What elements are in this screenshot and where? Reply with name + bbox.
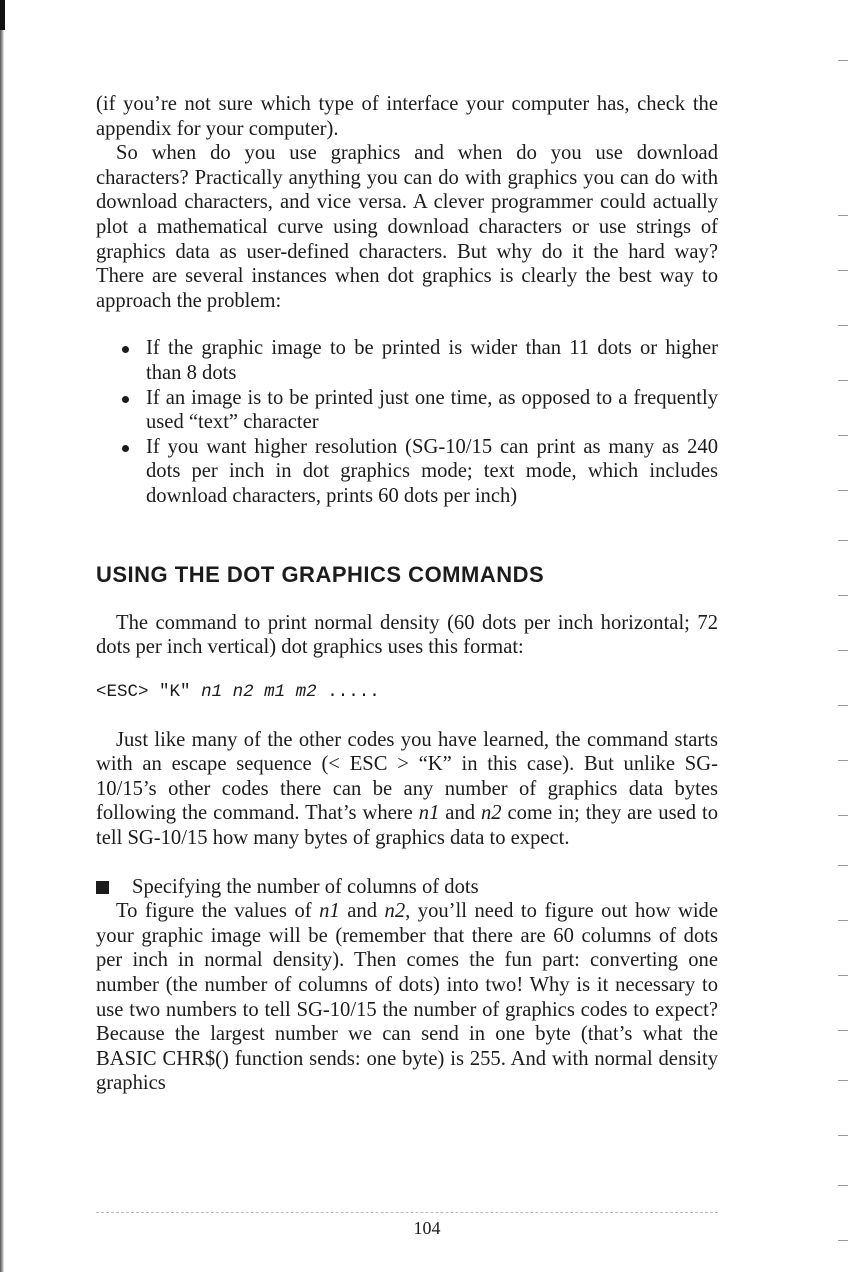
bullet-list xyxy=(96,336,718,508)
list-item: If an image is to be printed just one time, as opposed to a frequently used “text” character xyxy=(146,386,718,435)
section-heading: USING THE DOT GRAPHICS COMMANDS xyxy=(96,561,545,587)
page-body xyxy=(96,92,718,1096)
binding-mark xyxy=(0,0,5,30)
paragraph-interface-note: (if you’re not sure which type of interface your computer has, check the appendix for your computer). xyxy=(96,93,718,140)
command-n2: n2 xyxy=(232,681,254,702)
paragraph-format: The command to print normal density (60 dots per inch horizontal; 72 dots per inch vertical) dot graphics uses this format: xyxy=(96,611,718,659)
command-m2: m2 xyxy=(295,681,317,702)
paragraph-escape-sequence: Just like many of the other codes you have learned, the command starts with an escape sequence (< ESC > “K” in this case). But unlike SG-10/15’s other codes there can be any number of graphics data bytes following the command. That’s where n1 and n2 come in; they are used to tell SG-10/15 how many bytes of graphics data to expect. xyxy=(96,728,718,850)
square-bullet-icon xyxy=(96,881,109,894)
command-n1: n1 xyxy=(201,681,223,702)
command-esc: <ESC> xyxy=(96,681,149,702)
page-number: 104 xyxy=(413,1218,441,1238)
paragraph-columns: To figure the values of n1 and n2, you’ll need to figure out how wide your graphic image will be (remember that there are 60 columns of dots per inch in normal density). Then comes the fun part: converting one number (the number of columns of dots) into two! Why is it necessary to use two numbers to tell SG-10/15 the number of graphics codes to expect? Because the largest number we can send in one byte (that’s what the BASIC CHR$() function sends: one byte) is 255. And with normal density graphics xyxy=(96,900,718,1095)
bullet-icon xyxy=(122,396,129,403)
command-k: "K" xyxy=(159,681,191,702)
bullet-icon xyxy=(122,346,129,353)
paragraph-when-to-use: So when do you use graphics and when do you use download characters? Practically anything you can do with graphics you can do with download characters, and vice versa. A clever programmer could actually plot a mathematical curve using download characters or use strings of graphics data as user-defined characters. But why do it the hard way? There are several instances when dot graphics is clearly the best way to approach the problem: xyxy=(96,142,718,312)
list-item: If you want higher resolution (SG-10/15 can print as many as 240 dots per inch in dot graphics mode; text mode, which includes download characters, prints 60 dots per inch) xyxy=(146,435,718,509)
command-syntax xyxy=(96,680,718,704)
command-m1: m1 xyxy=(264,681,286,702)
page-binding-edge xyxy=(0,0,4,1272)
bullet-icon xyxy=(122,445,129,452)
footer-rule xyxy=(96,1212,718,1213)
page-edge-marks xyxy=(834,0,848,1272)
subhead-columns xyxy=(96,875,718,900)
command-ellipsis: ..... xyxy=(327,681,380,702)
subhead-text: Specifying the number of columns of dots xyxy=(132,875,479,898)
list-item: If the graphic image to be printed is wider than 11 dots or higher than 8 dots xyxy=(146,336,718,385)
